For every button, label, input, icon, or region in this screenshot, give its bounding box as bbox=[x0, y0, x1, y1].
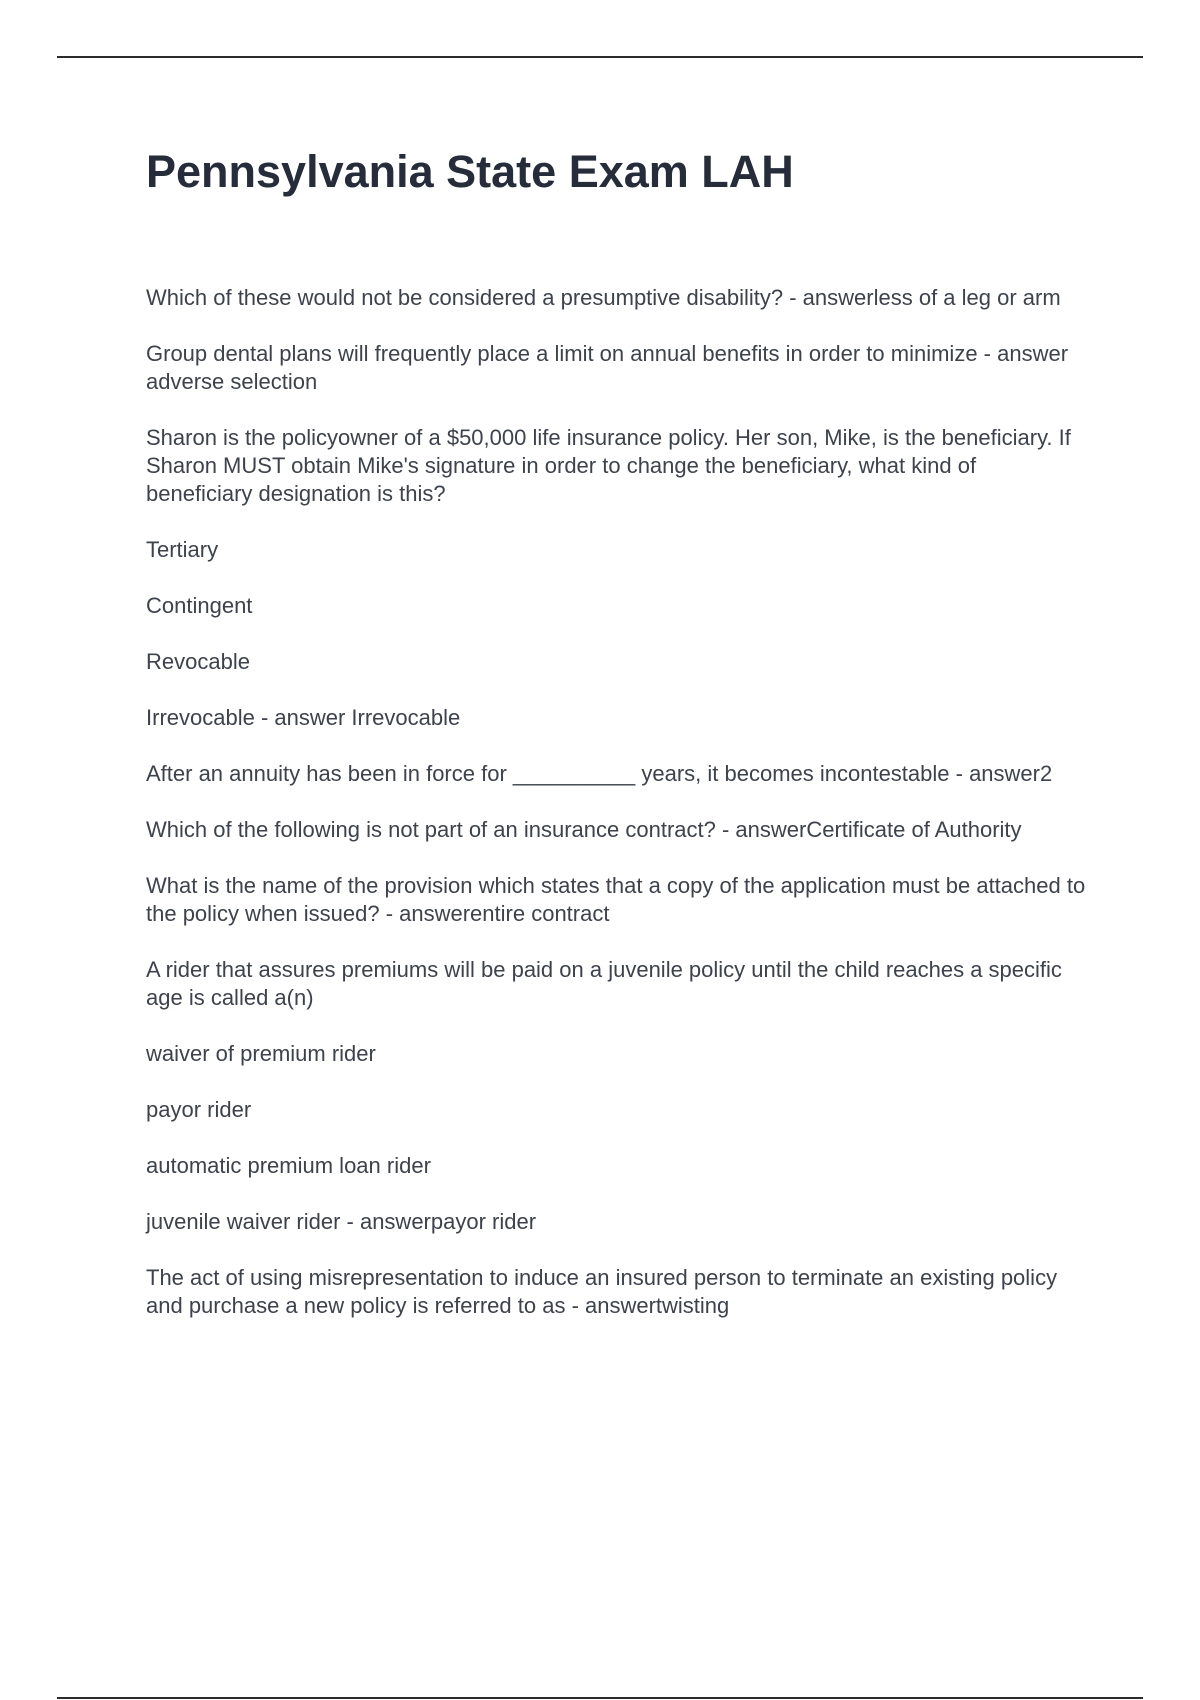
paragraph: Group dental plans will frequently place a limit on annual benefits in order to minimize - answer adverse selection bbox=[146, 341, 1075, 394]
paragraph: After an annuity has been in force for __________ years, it becomes incontestable - answer2 bbox=[146, 761, 1053, 786]
answer-option: juvenile waiver rider - answerpayor rider bbox=[146, 1209, 537, 1234]
bottom-rule bbox=[57, 1697, 1143, 1699]
paragraph: A rider that assures premiums will be paid on a juvenile policy until the child reaches a specific age is called a(n) bbox=[146, 957, 1069, 1010]
answer-option: Tertiary bbox=[146, 537, 219, 562]
answer-option: Irrevocable - answer Irrevocable bbox=[146, 705, 461, 730]
paragraph: Sharon is the policyowner of a $50,000 life insurance policy. Her son, Mike, is the beneficiary. If Sharon MUST obtain Mike's signature in order to change the beneficiary, what kind of beneficiary designation is this? bbox=[146, 425, 1078, 506]
page-title: Pennsylvania State Exam LAH bbox=[146, 146, 794, 197]
paragraph: Which of the following is not part of an insurance contract? - answerCertificate of Authority bbox=[146, 817, 1022, 842]
answer-option: payor rider bbox=[146, 1097, 252, 1122]
top-rule bbox=[57, 56, 1143, 58]
paragraph: The act of using misrepresentation to induce an insured person to terminate an existing policy and purchase a new policy is referred to as - answertwisting bbox=[146, 1265, 1064, 1318]
answer-option: Revocable bbox=[146, 649, 250, 674]
paragraph: Which of these would not be considered a presumptive disability? - answerless of a leg or arm bbox=[146, 285, 1061, 310]
document-body bbox=[146, 284, 1092, 1348]
paragraph: What is the name of the provision which states that a copy of the application must be attached to the policy when issued? - answerentire contract bbox=[146, 873, 1092, 926]
answer-option: automatic premium loan rider bbox=[146, 1153, 431, 1178]
answer-option: waiver of premium rider bbox=[146, 1041, 376, 1066]
answer-option: Contingent bbox=[146, 593, 253, 618]
